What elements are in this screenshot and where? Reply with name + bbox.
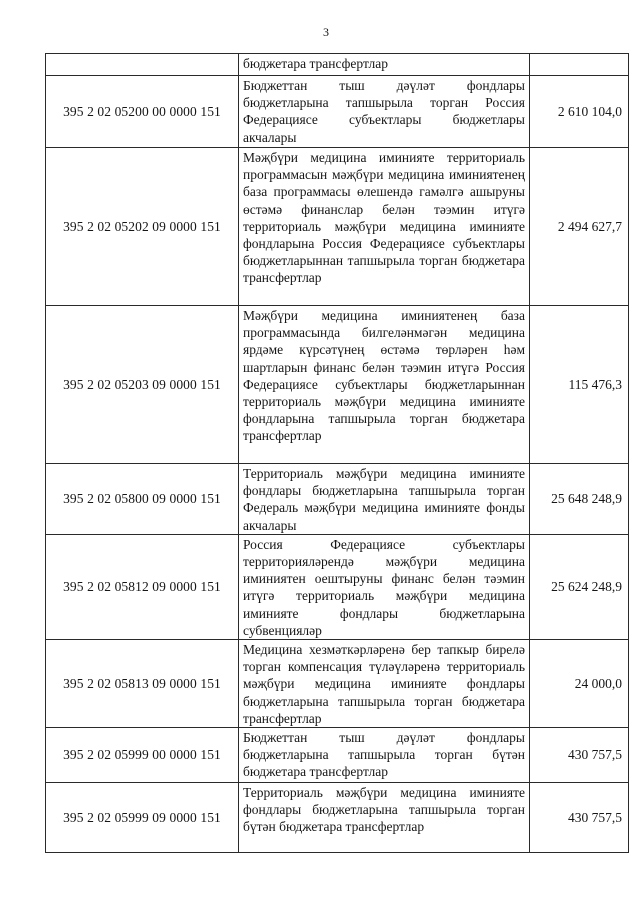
table-row xyxy=(46,148,629,306)
table-row xyxy=(46,640,629,728)
description-cell: Бюджеттан тыш дәүләт фондлары бюджетларына тапшырыла торган Россия Федерациясе субъектлары бюджетлары акчалары xyxy=(239,76,530,148)
budget-code-cell: 395 2 02 05999 09 0000 151 xyxy=(46,783,239,853)
budget-code-cell: 395 2 02 05812 09 0000 151 xyxy=(46,534,239,639)
description-cell: бюджетара трансфертлар xyxy=(239,54,530,76)
amount-cell: 430 757,5 xyxy=(530,783,629,853)
amount-cell: 2 610 104,0 xyxy=(530,76,629,148)
budget-code-cell: 395 2 02 05202 09 0000 151 xyxy=(46,148,239,306)
budget-code-cell: 395 2 02 05203 09 0000 151 xyxy=(46,306,239,464)
amount-cell: 25 624 248,9 xyxy=(530,534,629,639)
amount-cell: 24 000,0 xyxy=(530,640,629,728)
table-row xyxy=(46,306,629,464)
amount-cell: 2 494 627,7 xyxy=(530,148,629,306)
description-cell: Мәҗбүри медицина иминияте территориаль программасын мәҗбүри медицина иминиятенең база программасы өлешендә гамәлгә ашыруны өстәмә финанслар белән тәэмин итүгә территориаль мәҗбүри медицина иминияте фондларына Россия Федерациясе субъектлары бюджетларыннан тапшырыла торган бюджетара трансфертлар xyxy=(239,148,530,306)
budget-code-cell: 395 2 02 05999 00 0000 151 xyxy=(46,728,239,783)
table-row xyxy=(46,54,629,76)
table-row xyxy=(46,464,629,535)
amount-cell: 115 476,3 xyxy=(530,306,629,464)
description-cell: Россия Федерациясе субъектлары территорияләрендә мәҗбүри медицина иминиятен оештыруны финанс белән тәэмин итүгә территориаль мәҗбүри медицина иминияте фондлары бюджетларына субвенцияләр xyxy=(239,534,530,639)
description-cell: Бюджеттан тыш дәүләт фондлары бюджетларына тапшырыла торган бүтән бюджетара трансфертлар xyxy=(239,728,530,783)
description-cell: Территориаль мәҗбүри медицина иминияте фондлары бюджетларына тапшырыла торган бүтән бюджетара трансфертлар xyxy=(239,783,530,853)
budget-table xyxy=(45,53,629,853)
page-number: 3 xyxy=(323,25,329,39)
budget-code-cell xyxy=(46,54,239,76)
amount-cell xyxy=(530,54,629,76)
description-cell: Медицина хезмәткәрләренә бер тапкыр бирелә торган компенсация түләүләренә территориаль мәҗбүри медицина иминияте фондлары бюджетларына тапшырыла торган бюджетара трансфертлар xyxy=(239,640,530,728)
description-cell: Мәҗбүри медицина иминиятенең база программасында билгеләнмәгән медицина ярдәме күрсәтүнең өстәмә төрләрен һәм шартларын финанс белән тәэмин итүгә Россия Федерациясе субъектлары бюджетларыннан территориаль мәҗбүри медицина иминияте фондларына тапшырыла торган бюджетара трансфертлар xyxy=(239,306,530,464)
amount-cell: 430 757,5 xyxy=(530,728,629,783)
description-cell: Территориаль мәҗбүри медицина иминияте фондлары бюджетларына тапшырыла торган Федераль мәҗбүри медицина иминияте фонды акчалары xyxy=(239,464,530,535)
amount-cell: 25 648 248,9 xyxy=(530,464,629,535)
table-row xyxy=(46,783,629,853)
table-row xyxy=(46,76,629,148)
budget-code-cell: 395 2 02 05200 00 0000 151 xyxy=(46,76,239,148)
table-row xyxy=(46,728,629,783)
budget-code-cell: 395 2 02 05800 09 0000 151 xyxy=(46,464,239,535)
table-row xyxy=(46,534,629,639)
budget-code-cell: 395 2 02 05813 09 0000 151 xyxy=(46,640,239,728)
